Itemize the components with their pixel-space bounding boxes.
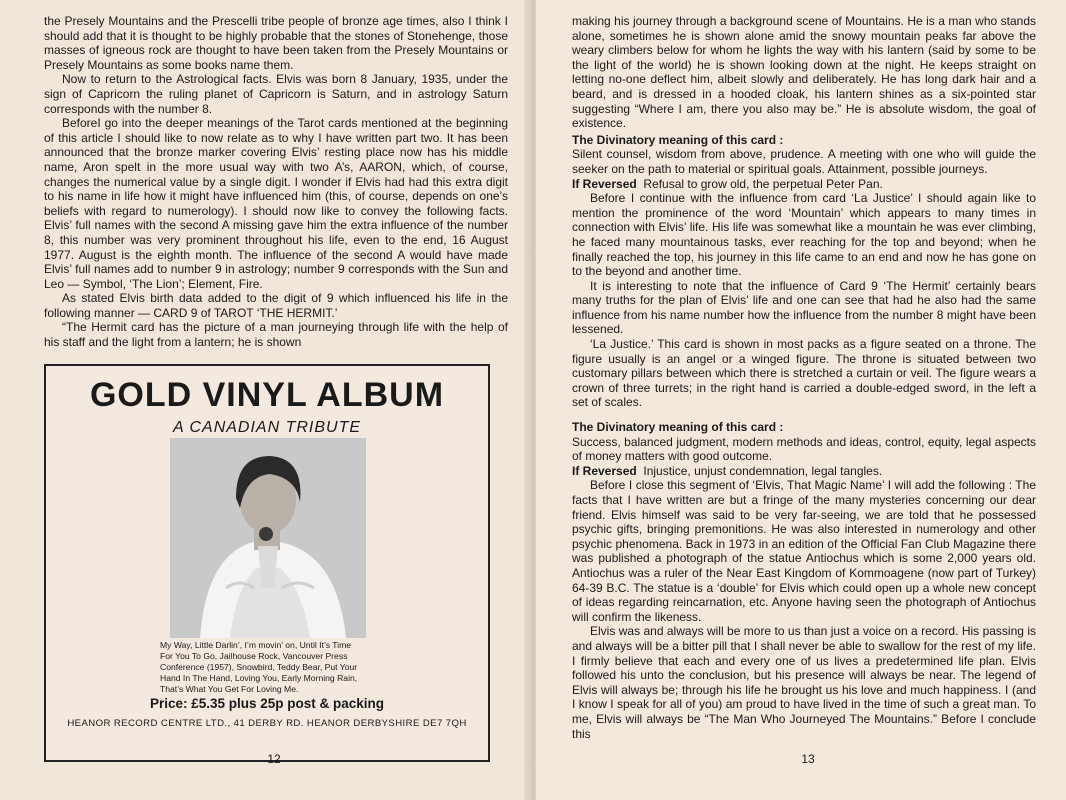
ad-price: Price: £5.35 plus 25p post & packing: [149, 695, 385, 711]
paragraph: making his journey through a background scene of Mountains. He is a man who stands alone, sometimes he is shown alone amid the snowy mountain peaks far above the weary climbers below for whom he lights the way with his lantern (said by some to be the light of the world) he is shown looking down at the night. He keeps straight on letting no-one deflect him, albeit slowly and deliberately. He has long dark hair and a beard, and is dressed in a hooded cloak, his lantern shines as a six-pointed star suggesting “Where I am, there you also may be.” He is absolute wisdom, the goal of existence.: [572, 14, 1036, 131]
paragraph: Before I close this segment of ‘Elvis, That Magic Name’ I will add the following : The facts that I have written are but a fringe of the many mysteries concerning our dear friend. Elvis himself was said to be very far-seeing, we are told that he possessed psychic gifts, bringing premonitions. He was also interested in numerology and other psychic phenomena. Back in 1973 in an edition of the Official Fan Club Magazine there was published a photograph of the statue Antiochus which is some 2,000 years old. Antiochus was a ruler of the Near East Kingdom of Kommoagene (now part of Turkey) 64-39 B.C. The statue is a ‘double’ for Elvis which could open up a whole new concept of ideas regarding reincarnation, etc. Anyone having seen the photograph of Antiochus will confirm the likeness.: [572, 478, 1036, 624]
left-page: [0, 0, 530, 800]
paragraph: “The Hermit card has the picture of a man journeying through life with the help of his staff and the light from a lantern; he is shown: [44, 320, 508, 350]
paragraph: Before I continue with the influence from card ‘La Justice’ I should again like to mention the prominence of the word ‘Mountain’ which appears to many times in connection with Elvis’ life. His life was somewhat like a mountain he was ever climbing, he faced many mountainous tasks, ever reaching for the top and beyond; when he finally reached the top, his journey in this life came to an end and now he has gone on to the beyond and another time.: [572, 191, 1036, 279]
paragraph: BeforeI go into the deeper meanings of the Tarot cards mentioned at the beginning of this article I should like to now relate as to why I have written part two. It has been announced that the bronze marker covering Elvis’ resting place now has his middle name, Aron spelt in the more usual way with two A’s, AARON, which, of course, changes the numerical value by a single digit. I wonder if Elvis had had this extra digit to his name in life how it might have influenced him (this, of course, depends on one’s beliefs with regard to numerology). I should now like to convey the following facts. Elvis’ full names with the second A missing gave him the extra influence of the number 8, this number was very prominent throughout his life, even to the end, 16 August 1977. August is the eighth month. The influence of the second A would have made Elvis’ full names add to number 9 in astrology; number 9 corresponds with the Sun and Leo — Symbol, ‘The Lion’; Element, Fire.: [44, 116, 508, 291]
page-number-left: 12: [267, 752, 281, 766]
reversed-line: [572, 177, 1036, 192]
song-list: My Way, Little Darlin’, I’m movin’ on, Until It’s Time For You To Go, Jailhouse Rock, Vancouver Press Conference (1957), Snowbird, Teddy Bear, Put Your Hand In The Hand, Loving You, Early Morning Rain, That’s What You Get For Loving Me.: [160, 639, 358, 694]
reversed-text: Injustice, unjust condemnation, legal tangles.: [643, 463, 883, 478]
ad-title: GOLD VINYL ALBUM: [89, 375, 445, 414]
reversed-text: Refusal to grow old, the perpetual Peter Pan.: [643, 176, 883, 191]
paragraph: Success, balanced judgment, modern methods and ideas, control, equity, legal aspects of money matters with good outcome.: [572, 434, 1036, 464]
paragraph: ‘La Justice.’ This card is shown in most packs as a figure seated on a throne. The figure usually is an angel or a winged figure. The throne is situated between two customary pillars between which there is stretched a curtain or veil. The figure wears a crown of three turrets; in the right hand is carried a double-edged sword, in the left a set of scales.: [572, 337, 1036, 410]
ad-subtitle: A CANADIAN TRIBUTE: [172, 418, 362, 436]
ad-address: HEANOR RECORD CENTRE LTD., 41 DERBY RD. HEANOR DERBYSHIRE DE7 7QH: [67, 717, 467, 729]
paragraph: It is interesting to note that the influence of Card 9 ‘The Hermit’ certainly bears many truths for the plan of Elvis’ life and one can see that had he also had the same influence from his name number how the influence from the number 8 might have been lessened.: [572, 278, 1036, 337]
left-page-text: [44, 14, 508, 350]
section-heading: The Divinatory meaning of this card :: [572, 132, 784, 147]
reversed-label: If Reversed: [572, 463, 637, 478]
reversed-line: [572, 464, 1036, 479]
paragraph: Silent counsel, wisdom from above, prudence. A meeting with one who will guide the seeker on the path to material or spiritual goals. Attainment, possible journeys.: [572, 147, 1036, 176]
reversed-label: If Reversed: [572, 176, 637, 191]
elvis-photo: [170, 438, 366, 638]
paragraph: As stated Elvis birth data added to the digit of 9 which influenced his life in the following manner — CARD 9 of TAROT ‘THE HERMIT.’: [44, 291, 508, 320]
album-advertisement: [44, 364, 490, 762]
paragraph: the Presely Mountains and the Prescelli tribe people of bronze age times, also I think I should add that it is thought to be highly probable that the stones of Stonehenge, those masses of igneous rock are thought to have been taken from the Presely Mountains or Presely Mountains as some books name them.: [44, 14, 508, 72]
page-number-right: 13: [801, 752, 815, 766]
paragraph: Now to return to the Astrological facts. Elvis was born 8 January, 1935, under the sign of Capricorn the ruling planet of Capricorn is Saturn, and in astrology Saturn corresponds with the number 8.: [44, 72, 508, 116]
right-page-text: [572, 14, 1036, 741]
right-page: [536, 0, 1066, 800]
section-heading: The Divinatory meaning of this card :: [572, 420, 784, 435]
paragraph: Elvis was and always will be more to us than just a voice on a record. His passing is and always will be a bitter pill that I shall never be able to swallow for the rest of my life. I firmly believe that each and every one of us lives a predetermined life plan. Elvis followed his unto the conclusion, but his presence will always be near. The legend of Elvis will always be; through his life he brought us his love and much happiness. I (and I know I speak for all of you) am proud to have lived in the time of such a great man. To me, Elvis will always be “The Man Who Journeyed The Mountains.” Before I conclude this: [572, 624, 1036, 741]
